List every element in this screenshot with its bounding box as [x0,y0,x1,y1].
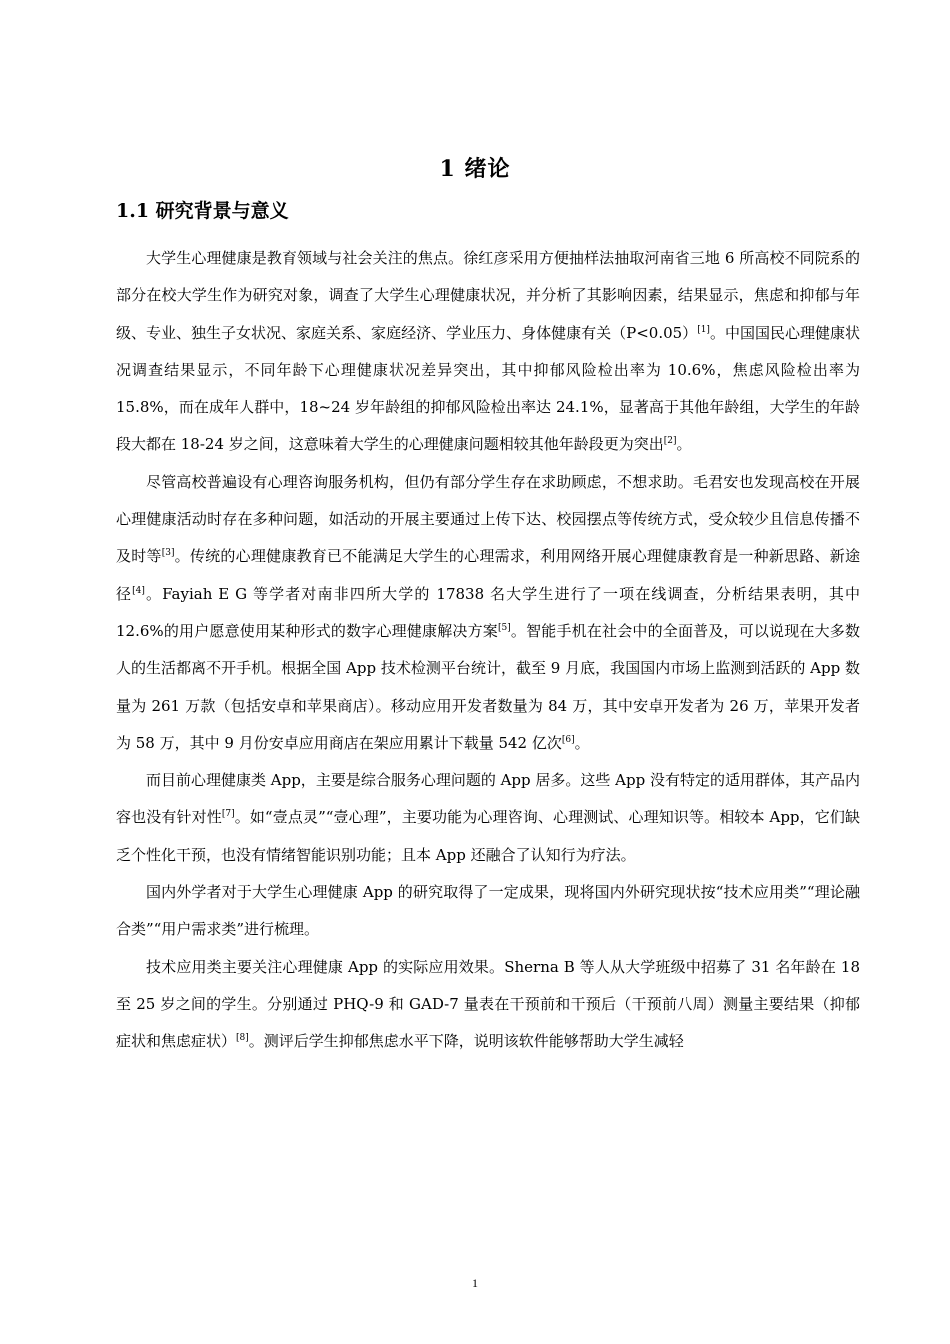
citation-ref[interactable]: [6] [561,734,575,745]
paragraph [116,949,860,1061]
text-run: 。中国国民心理健康状况调查结果显示，不同年龄下心理健康状况差异突出，其中抑郁风险检出率为 10.6%，焦虑风险检出率为 15.8%，而在成年人群中，18~24 岁年龄组的抑郁风险检出率达 24.1%，显著高于其他年龄组，大学生的年龄段大都在 18-24 岁之间，这意味着大学生的心理健康问题相较其他年龄段更为突出 [116,323,860,454]
section-title: 1.1 研究背景与意义 [116,200,289,222]
citation-ref[interactable]: [1] [697,324,710,335]
body-text [116,240,860,1061]
paragraph [116,464,860,762]
citation-ref[interactable]: [8] [236,1033,249,1044]
text-run: 。传统的心理健康教育已不能满足大学生的心理需求，利用网络开展心理健康教育是一种新思路、新途径 [116,547,860,603]
text-run: 大学生心理健康是教育领域与社会关注的焦点。徐红彦采用方便抽样法抽取河南省三地 6 所高校不同院系的部分在校大学生作为研究对象，调查了大学生心理健康状况，并分析了其影响因素，结果显示，焦虑和抑郁与年级、专业、独生子女状况、家庭关系、家庭经济、学业压力、身体健康有关（P<0.05） [116,249,860,342]
citation-ref[interactable]: [2] [663,436,677,447]
paragraph [116,240,860,464]
text-run: 。 [676,435,692,454]
citation-ref[interactable]: [4] [132,585,145,596]
page-number: 1 [472,1276,478,1290]
text-run: 。测评后学生抑郁焦虑水平下降，说明该软件能够帮助大学生减轻 [248,1032,684,1051]
text-run: 国内外学者对于大学生心理健康 App 的研究取得了一定成果，现将国内外研究现状按“技术应用类”“理论融合类”“用户需求类”进行梳理。 [116,883,860,939]
text-run: 。Fayiah E G 等学者对南非四所大学的 17838 名大学生进行了一项在线调查，分析结果表明，其中 12.6%的用户愿意使用某种形式的数字心理健康解决方案 [116,584,860,640]
paragraph [116,762,860,874]
text-run: 。智能手机在社会中的全面普及，可以说现在大多数人的生活都离不开手机。根据全国 App 技术检测平台统计，截至 9 月底，我国国内市场上监测到活跃的 App 数量为 261 万款（包括安卓和苹果商店）。移动应用开发者数量为 84 万，其中安卓开发者为 26 万，苹果开发者为 58 万，其中 9 月份安卓应用商店在架应用累计下载量 542 亿次 [116,621,860,752]
chapter-title: 1 绪论 [439,156,511,182]
citation-ref[interactable]: [3] [161,548,175,559]
text-run: 。 [574,733,590,752]
text-run: 。如“壹点灵”“壹心理”，主要功能为心理咨询、心理测试、心理知识等。相较本 App，它们缺乏个性化干预，也没有情绪智能识别功能；且本 App 还融合了认知行为疗法。 [116,808,860,864]
paragraph [116,874,860,949]
text-run: 技术应用类主要关注心理健康 App 的实际应用效果。Sherna B 等人从大学班级中招募了 31 名年龄在 18 至 25 岁之间的学生。分别通过 PHQ-9 和 GAD-7 量表在干预前和干预后（干预前八周）测量主要结果（抑郁症状和焦虑症状） [116,957,860,1051]
citation-ref[interactable]: [5] [497,622,511,633]
citation-ref[interactable]: [7] [221,809,235,820]
text-run: 尽管高校普遍设有心理咨询服务机构，但仍有部分学生存在求助顾虑，不想求助。毛君安也发现高校在开展心理健康活动时存在多种问题，如活动的开展主要通过上传下达、校园摆点等传统方式，受众较少且信息传播不及时等 [116,472,860,566]
text-run: 而目前心理健康类 App，主要是综合服务心理问题的 App 居多。这些 App 没有特定的适用群体，其产品内容也没有针对性 [116,771,860,827]
